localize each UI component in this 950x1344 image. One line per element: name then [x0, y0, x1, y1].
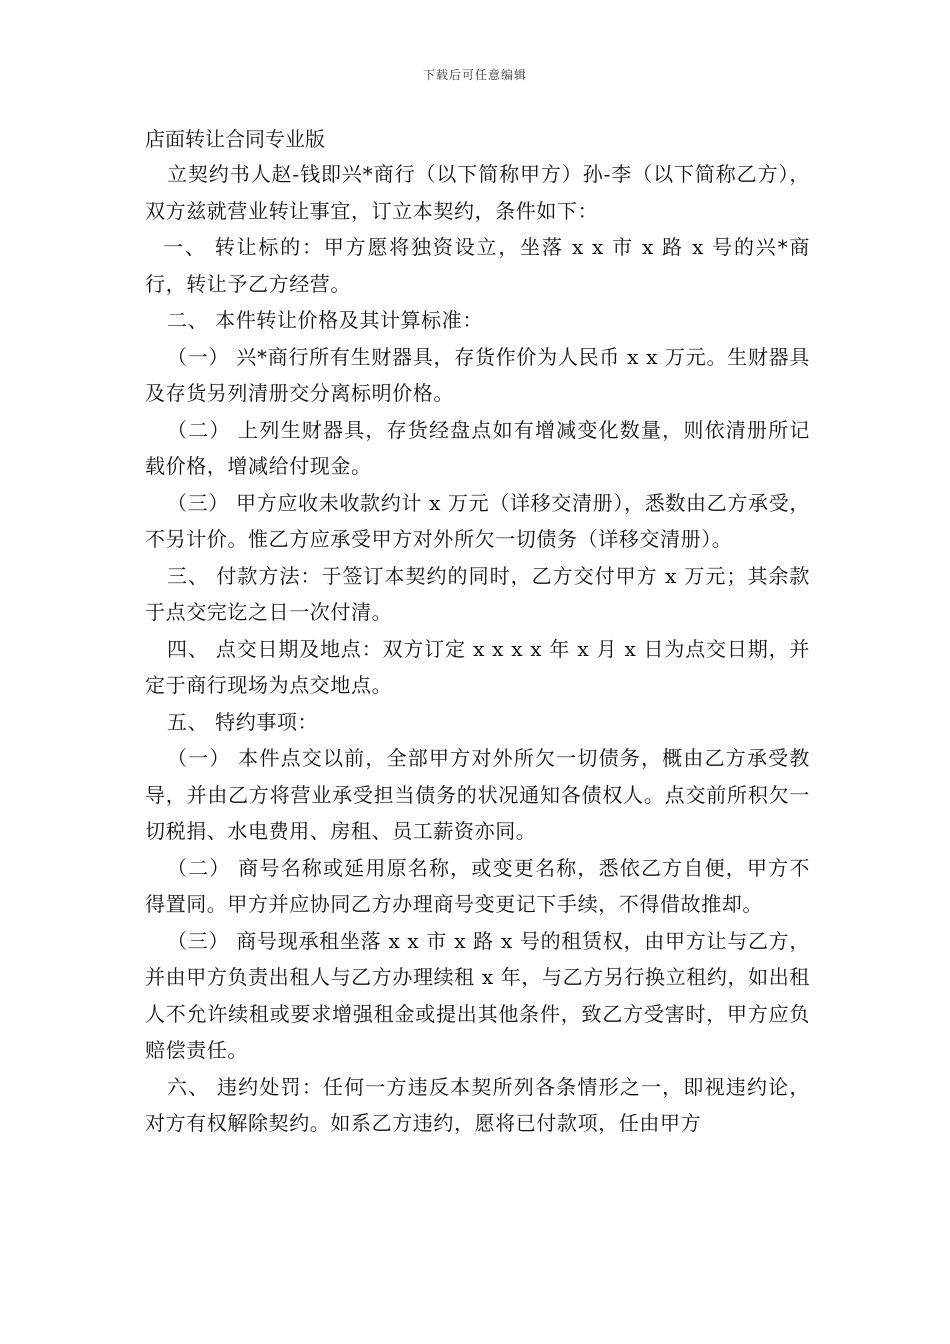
clause-5-item-2: （二） 商号名称或延用原名称，或变更名称，悉依乙方自便，甲方不得置同。甲方并应协同乙方办理商号变更记下手续，不得借故推却。 — [145, 855, 810, 916]
clause-1-transfer-subject: 一、 转让标的：甲方愿将独资设立，坐落 x x 市 x 路 x 号的兴*商行，转让予乙方经营。 — [145, 235, 810, 296]
clause-5-special-terms: 五、 特约事项： — [167, 709, 319, 734]
document-title: 店面转让合同专业版 — [145, 127, 325, 151]
clause-2-price-standard: 二、 本件转让价格及其计算标准： — [167, 308, 483, 332]
clause-5-item-3: （三） 商号现承租坐落 x x 市 x 路 x 号的租赁权，由甲方让与乙方，并由甲方负责出租人与乙方办理续租 x 年，与乙方另行换立租约，如出租人不允许续租或要求增强租金或提出其他条件，致乙方受害时，甲方应负赔偿责任。 — [145, 928, 810, 1062]
clause-3-payment: 三、 付款方法：于签订本契约的同时，乙方交付甲方 x 万元；其余款于点交完讫之日一次付清。 — [145, 563, 810, 624]
document-body — [145, 122, 810, 1142]
paragraph-preamble: 立契约书人赵-钱即兴*商行（以下简称甲方）孙-李（以下简称乙方），双方兹就营业转让事宜，订立本契约，条件如下： — [145, 162, 810, 223]
page-header-note: 下载后可任意编辑 — [422, 68, 527, 82]
clause-6-penalty: 六、 违约处罚：任何一方违反本契所列各条情形之一，即视违约论，对方有权解除契约。如系乙方违约，愿将已付款项，任由甲方 — [145, 1074, 810, 1135]
clause-5-item-1: （一） 本件点交以前，全部甲方对外所欠一切债务，概由乙方承受教导，并由乙方将营业承受担当债务的状况通知各债权人。点交前所积欠一切税捐、水电费用、房租、员工薪资亦同。 — [145, 746, 810, 843]
clause-4-handover: 四、 点交日期及地点：双方订定 x x x x 年 x 月 x 日为点交日期，并定于商行现场为点交地点。 — [145, 636, 810, 697]
clause-2-item-2: （二） 上列生财器具，存货经盘点如有增减变化数量，则依清册所记载价格，增减给付现金。 — [145, 417, 810, 478]
clause-2-item-1: （一） 兴*商行所有生财器具，存货作价为人民币 x x 万元。生财器具及存货另列清册交分离标明价格。 — [145, 344, 810, 405]
clause-2-item-3: （三） 甲方应收未收款约计 x 万元（详移交清册），悉数由乙方承受，不另计价。惟乙方应承受甲方对外所欠一切债务（详移交清册）。 — [145, 490, 810, 551]
